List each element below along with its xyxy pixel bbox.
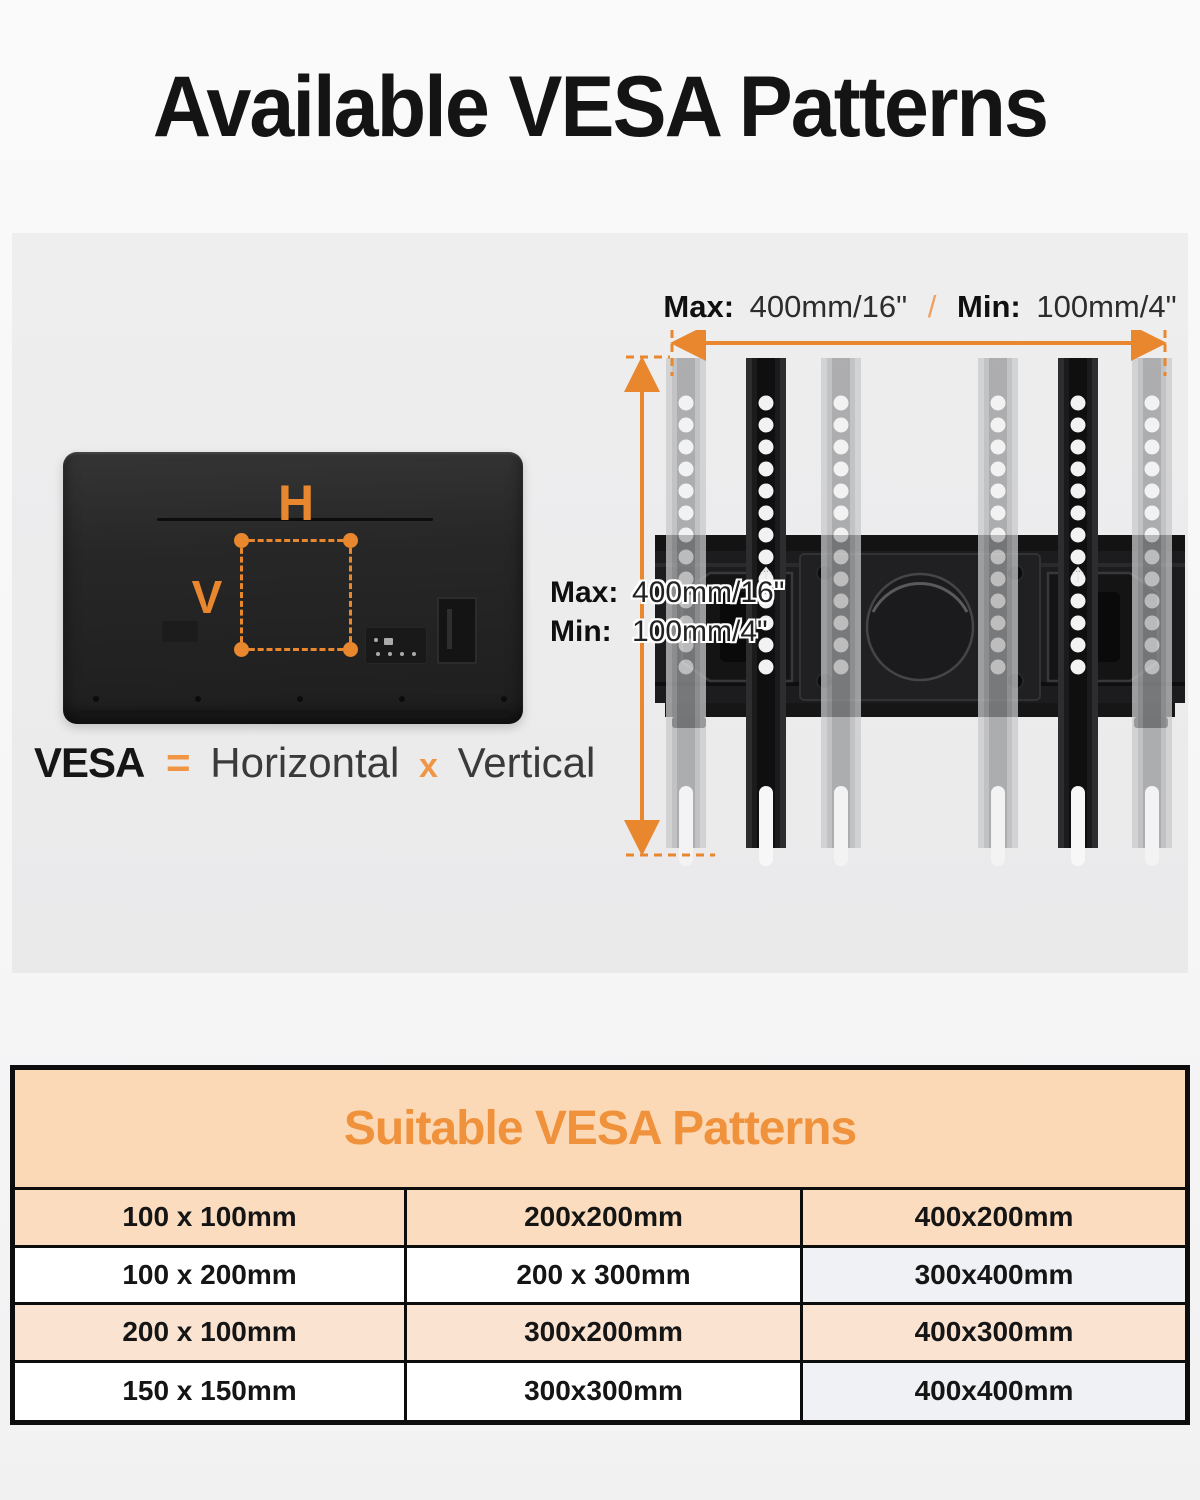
vesa-pattern-cell: 300x300mm [407,1363,803,1421]
min-label: Min: [550,615,612,648]
mount-rail [1058,358,1098,866]
tv-screw [399,696,405,702]
vesa-hole-dot [343,533,358,548]
vesa-pattern-cell: 400x300mm [803,1305,1185,1363]
vesa-pattern-cell: 200 x 300mm [407,1248,803,1306]
vesa-hole-dot [343,642,358,657]
table-title: Suitable VESA Patterns [15,1070,1185,1190]
max-value: 400mm/16" [749,289,908,324]
formula-equals: = [166,739,191,786]
formula-vesa: VESA [34,739,145,786]
page-title: Available VESA Patterns [152,59,1048,155]
tv-screw [297,696,303,702]
tv-screw [501,696,507,702]
vesa-pattern-cell: 400x400mm [803,1363,1185,1421]
height-range-label [550,573,784,651]
vertical-dimension-label: V [191,571,223,623]
bracket-center-plate [867,574,973,680]
min-value: 100mm/4" [632,615,768,648]
vesa-pattern-cell: 300x200mm [407,1305,803,1363]
ghost-rail [1132,358,1172,866]
tv-back-illustration [63,452,523,724]
tv-side-port-strip [437,597,477,664]
tv-label-plate [162,621,198,642]
vesa-pattern-cell: 400x200mm [803,1190,1185,1248]
separator-slash: / [927,289,937,324]
max-label: Max: [663,289,735,324]
horizontal-dimension-label: H [277,475,315,531]
vesa-pattern-cell: 200 x 100mm [15,1305,407,1363]
vesa-pattern-cell: 100 x 100mm [15,1190,407,1248]
vesa-pattern-cell: 300x400mm [803,1248,1185,1306]
formula-x: x [419,747,438,785]
vesa-hole-dot [234,533,249,548]
vesa-pattern-cell: 100 x 200mm [15,1248,407,1306]
table-grid [15,1190,1185,1420]
ghost-rail [821,358,861,866]
vesa-hole-pattern-square [240,539,352,651]
formula-vertical: Vertical [457,739,596,786]
vesa-pattern-cell: 150 x 150mm [15,1363,407,1421]
min-value: 100mm/4" [1036,289,1177,324]
width-range-label [658,289,1182,325]
vesa-pattern-cell: 200x200mm [407,1190,803,1248]
suitable-vesa-table [10,1065,1190,1425]
tv-screw [93,696,99,702]
min-label: Min: [957,289,1021,324]
vesa-hole-dot [234,642,249,657]
max-value: 400mm/16" [632,576,785,609]
ghost-rail [978,358,1018,866]
tv-screw [195,696,201,702]
vesa-formula [34,739,595,787]
vesa-diagram-panel [12,233,1188,973]
max-label: Max: [550,576,619,609]
tv-ports-panel [365,627,427,664]
formula-horizontal: Horizontal [210,739,400,786]
